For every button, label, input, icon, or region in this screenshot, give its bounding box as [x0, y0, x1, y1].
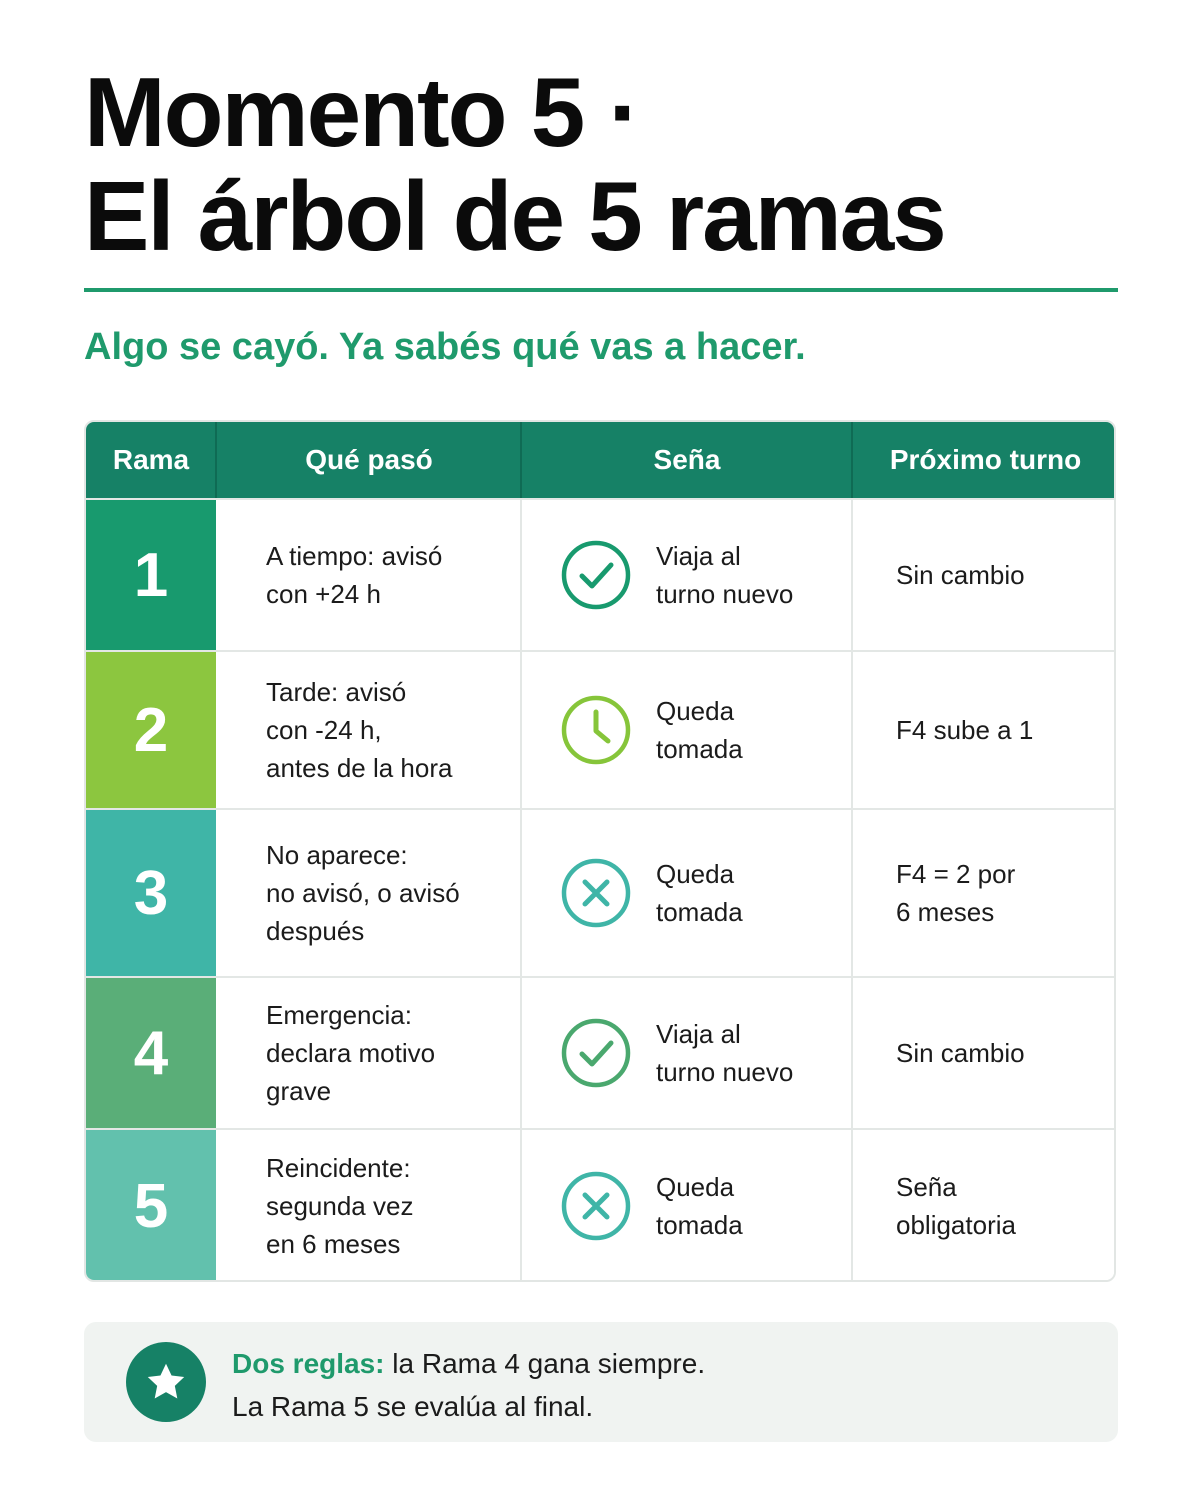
proximo-turno-text: Seña obligatoria — [896, 1172, 1016, 1240]
header-sena: Seña — [653, 444, 721, 475]
proximo-turno-text: F4 = 2 por 6 meses — [896, 859, 1016, 927]
rama-number: 1 — [86, 500, 216, 650]
rules-note — [84, 1322, 1118, 1442]
table-header — [86, 422, 1116, 498]
table-row — [86, 976, 1116, 1128]
que-paso-text: A tiempo: avisó con +24 h — [266, 541, 443, 609]
que-paso-text: Emergencia: declara motivo grave — [266, 1000, 436, 1106]
rules-note-heading: Dos reglas: — [232, 1348, 385, 1379]
table-row — [86, 1128, 1116, 1282]
check-circle-icon — [560, 978, 632, 1128]
sena-cell — [656, 978, 856, 1128]
header-proximo-turno: Próximo turno — [889, 444, 1082, 475]
title-divider — [84, 288, 1118, 292]
page-title — [84, 57, 1124, 271]
table-row — [86, 498, 1116, 650]
page-title-line-1: Momento 5 · — [84, 57, 640, 167]
x-circle-icon — [560, 1130, 632, 1282]
sena-text: Queda tomada — [656, 1172, 743, 1240]
page-subtitle: Algo se cayó. Ya sabés qué vas a hacer. — [84, 326, 806, 368]
proximo-turno-cell — [896, 500, 1106, 650]
star-icon — [126, 1342, 206, 1422]
rules-note-line-2: La Rama 5 se evalúa al final. — [232, 1391, 594, 1422]
rama-number: 5 — [86, 1130, 216, 1282]
que-paso-cell — [266, 500, 516, 650]
rules-note-text — [232, 1342, 705, 1428]
sena-text: Viaja al turno nuevo — [656, 541, 794, 609]
que-paso-cell — [266, 978, 516, 1128]
que-paso-text: No aparece: no avisó, o avisó después — [266, 840, 460, 946]
proximo-turno-text: F4 sube a 1 — [896, 715, 1034, 745]
proximo-turno-cell — [896, 652, 1106, 808]
proximo-turno-cell — [896, 1130, 1106, 1282]
rama-number: 4 — [86, 978, 216, 1128]
rama-number: 2 — [86, 652, 216, 808]
proximo-turno-cell — [896, 978, 1106, 1128]
que-paso-cell — [266, 810, 516, 976]
header-que-paso: Qué pasó — [305, 444, 433, 475]
table-row — [86, 650, 1116, 808]
que-paso-cell — [266, 652, 516, 808]
proximo-turno-text: Sin cambio — [896, 1038, 1025, 1068]
que-paso-text: Reincidente: segunda vez en 6 meses — [266, 1153, 414, 1259]
que-paso-cell — [266, 1130, 516, 1282]
sena-cell — [656, 1130, 856, 1282]
sena-cell — [656, 810, 856, 976]
table-row — [86, 808, 1116, 976]
sena-text: Queda tomada — [656, 696, 743, 764]
check-circle-icon — [560, 500, 632, 650]
sena-cell — [656, 500, 856, 650]
proximo-turno-cell — [896, 810, 1106, 976]
clock-icon — [560, 652, 632, 808]
rules-note-line-1: la Rama 4 gana siempre. — [384, 1348, 706, 1379]
proximo-turno-text: Sin cambio — [896, 560, 1025, 590]
x-circle-icon — [560, 810, 632, 976]
header-rama: Rama — [112, 444, 190, 475]
page-title-line-2: El árbol de 5 ramas — [84, 161, 945, 271]
rama-number: 3 — [86, 810, 216, 976]
branches-table — [84, 420, 1116, 1282]
que-paso-text: Tarde: avisó con -24 h, antes de la hora — [266, 677, 453, 783]
sena-text: Viaja al turno nuevo — [656, 1019, 794, 1087]
sena-cell — [656, 652, 856, 808]
sena-text: Queda tomada — [656, 859, 743, 927]
